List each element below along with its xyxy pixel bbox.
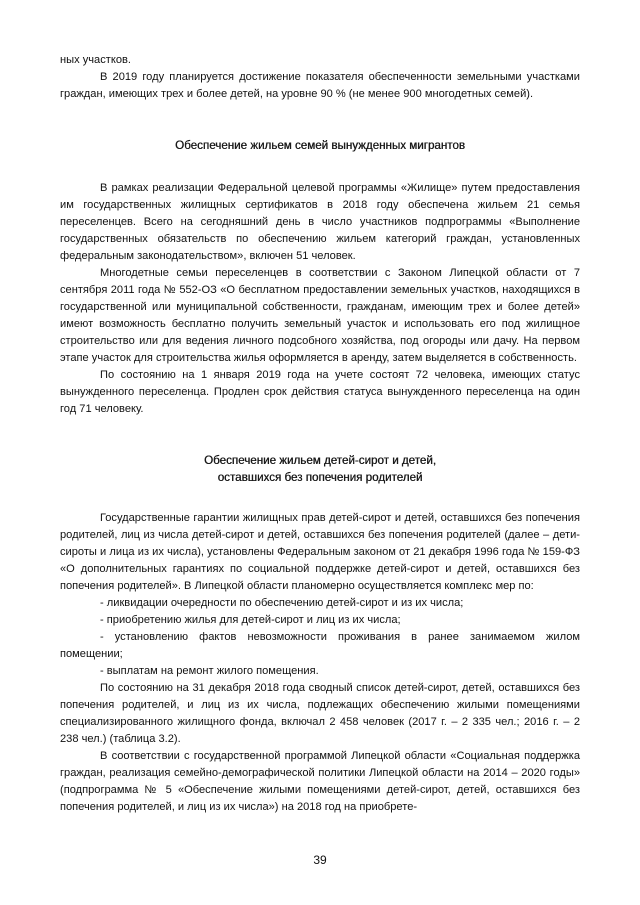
- list-item: - ликвидации очередности по обеспечению детей-сирот и из их числа;: [100, 597, 464, 609]
- paragraph-migrants-status: По состоянию на 1 января 2019 года на учете состоят 72 человека, имеющих статус вынужденного переселенца. Продлен срок действия статуса вынужденного переселенца на один год 71 человеку.: [60, 369, 580, 415]
- paragraph-migrants-program: В рамках реализации Федеральной целевой программы «Жилище» путем предоставления им государственных жилищных сертификатов в 2018 году обеспечена жильем 21 семья переселенцев. Всего на сегодняшний день в число участников подпрограммы «Выполнение государственных обязательств по обеспечению жильем категорий граждан, установленных федеральным законодательством», включен 51 человек.: [60, 182, 580, 262]
- list-item: - выплатам на ремонт жилого помещения.: [100, 665, 319, 677]
- list-item: - приобретению жилья для детей-сирот и лиц из их числа;: [100, 614, 401, 626]
- section-title-orphans-line1: Обеспечение жильем детей-сирот и детей,: [204, 454, 436, 467]
- paragraph-orphans-list-count: По состоянию на 31 декабря 2018 года сводный список детей-сирот, детей, оставшихся без попечения родителей, и лиц из их числа, подлежащих обеспечению жилыми помещениями специализированного жилищного фонда, включал 2 458 человек (2017 г. – 2 335 чел.; 2016 г. – 2 238 чел.) (таблица 3.2).: [60, 682, 580, 745]
- list-item: - установлению фактов невозможности проживания в ранее занимаемом жилом помещении;: [60, 631, 580, 660]
- carryover-text: ных участков.: [60, 54, 131, 66]
- paragraph-orphans-guarantees: Государственные гарантии жилищных прав детей-сирот и детей, оставшихся без попечения родителей, лиц из числа детей-сирот и детей, оставшихся без попечения родителей (далее – дети-сироты и лица из их числа), установлены Федеральным законом от 21 декабря 1996 года № 159-ФЗ «О дополнительных гарантиях по социальной поддержке детей-сирот и детей, оставшихся без попечения родителей». В Липецкой области планомерно осуществляется комплекс мер по:: [60, 512, 580, 592]
- page-number: 39: [313, 853, 327, 867]
- paragraph-orphans-program: В соответствии с государственной программой Липецкой области «Социальная поддержка граждан, реализация семейно-демографической политики Липецкой области на 2014 – 2020 годы» (подпрограмма № 5 «Обеспечение жилыми помещениями детей-сирот, детей, оставшихся без попечения родителей, и лиц из их числа») на 2018 год на приобрете-: [60, 750, 580, 813]
- page-content: [60, 52, 580, 816]
- section-title-migrants: Обеспечение жильем семей вынужденных мигрантов: [175, 139, 465, 152]
- paragraph-migrants-land: Многодетные семьи переселенцев в соответствии с Законом Липецкой области от 7 сентября 2011 года № 552-ОЗ «О бесплатном предоставлении земельных участков, находящихся в государственной или муниципальной собственности, гражданам, имеющим трех и более детей» имеют возможность бесплатно получить земельный участок и использовать его под жилищное строительство или для ведения личного подсобного хозяйства, под огороды или дачу. На первом этапе участок для строительства жилья оформляется в аренду, затем выделяется в собственность.: [60, 267, 580, 364]
- paragraph-land-target: В 2019 году планируется достижение показателя обеспеченности земельными участками граждан, имеющих трех и более детей, на уровне 90 % (не менее 900 многодетных семей).: [60, 71, 580, 100]
- section-title-orphans-line2: оставшихся без попечения родителей: [217, 471, 423, 484]
